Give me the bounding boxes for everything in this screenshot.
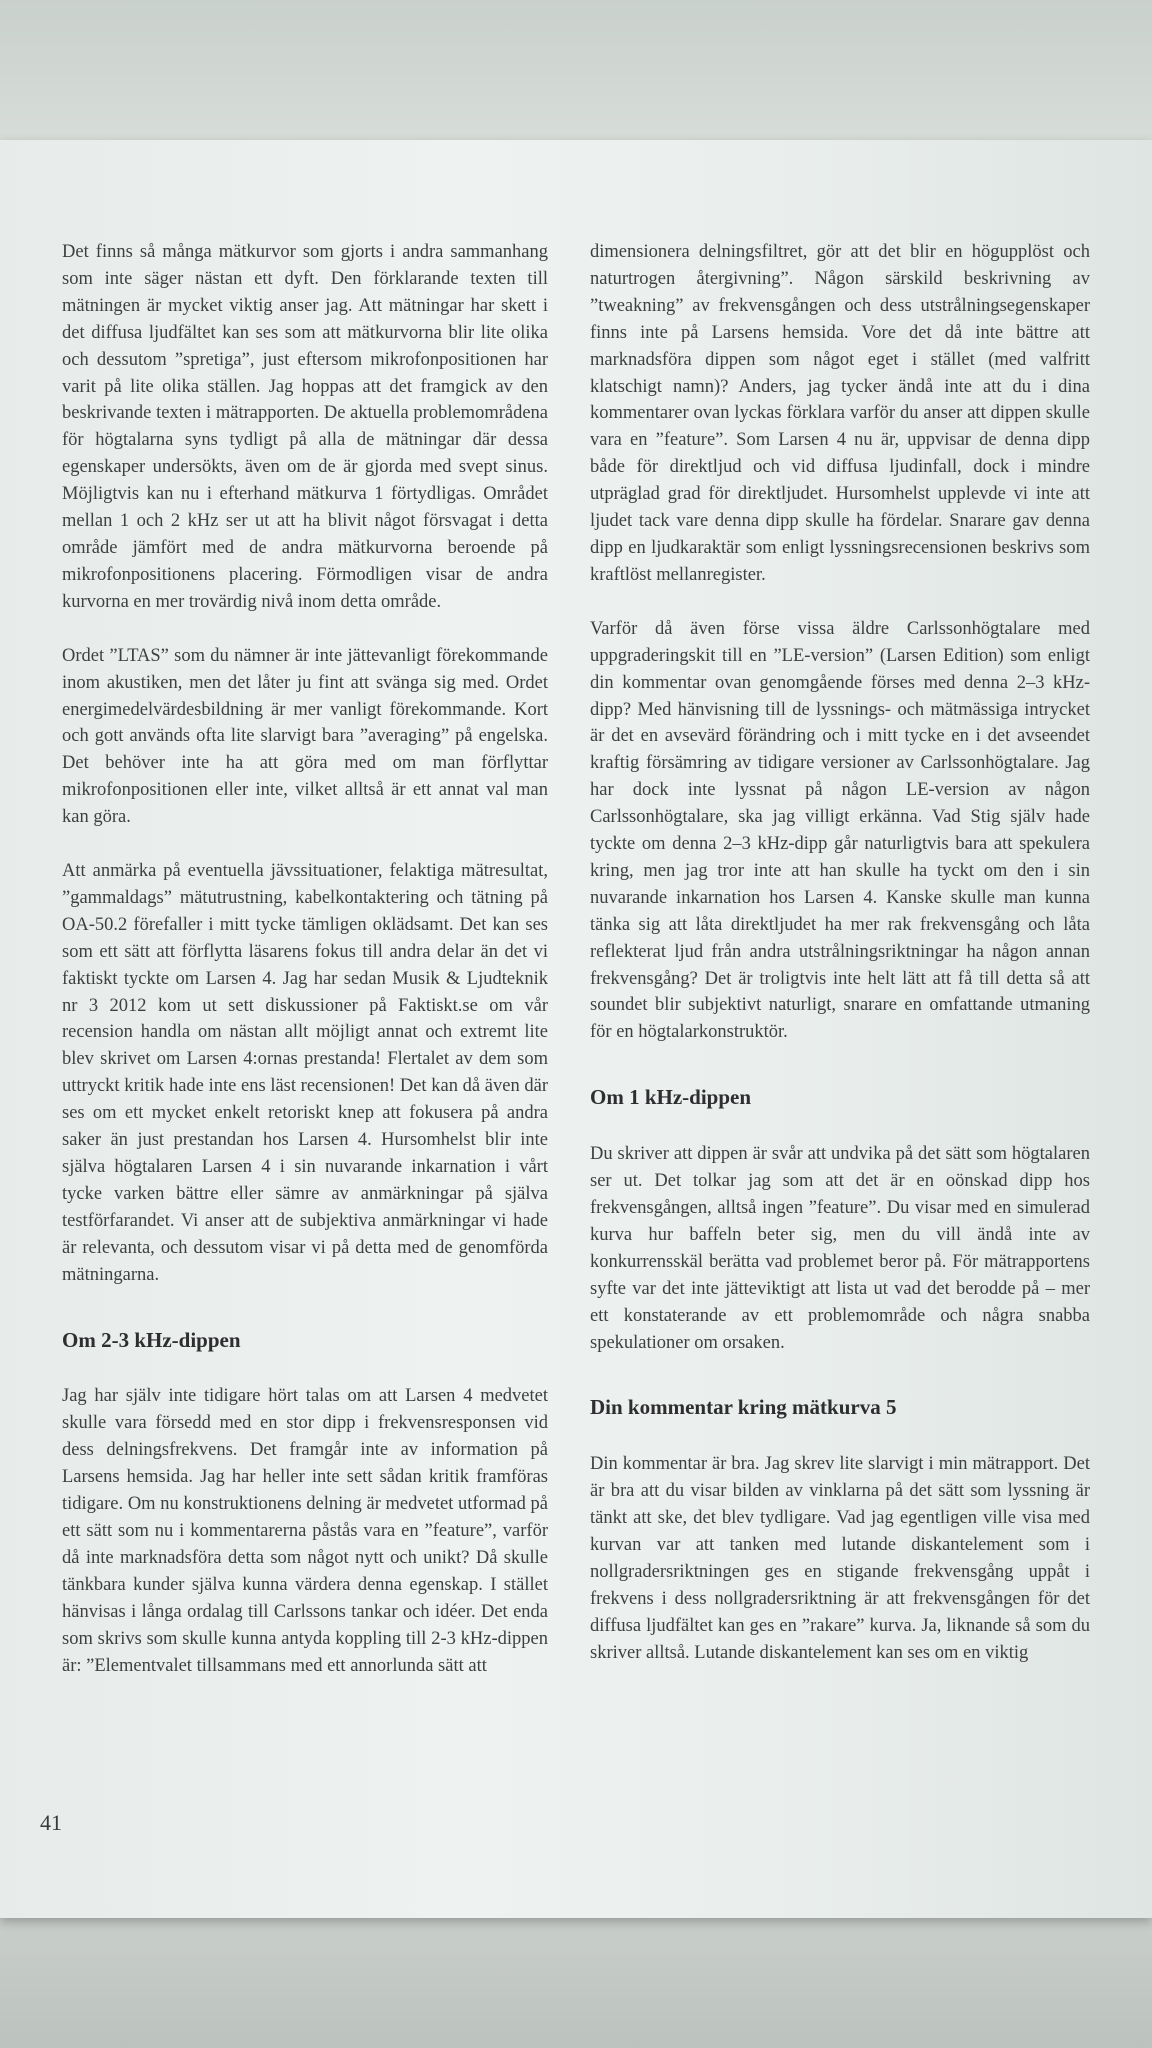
paragraph: dimensionera delningsfiltret, gör att det blir en högupplöst och naturtrogen återgivning”. Någon särskild beskrivning av ”tweakning” av frekvensgången och dess utstrålningsegenskaper finns inte på Larsens hemsida. Vore det då inte bättre att marknadsföra dippen som något eget i stället (med valfritt klatschigt namn)? Anders, jag tycker ändå inte att du i dina kommentarer ovan lyckas förklara varför du anser att dippen skulle vara en ”feature”. Som Larsen 4 nu är, uppvisar de denna dipp både för direktljud och vid diffusa ljudinfall, dock i mindre utpräglad grad för direktljudet. Hursomhelst upplevde vi inte att ljudet tack vare denna dipp skulle ha fördelar. Snarare gav denna dipp en ljudkaraktär som enligt lyssningsrecensionen beskrivs som kraftlöst mellanregister. [590,242,1090,585]
section-heading: Om 2-3 kHz-dippen [62,1327,241,1352]
magazine-page [0,140,1152,1918]
paragraph: Det finns så många mätkurvor som gjorts i andra sammanhang som inte säger nästan ett dyft. Den förklarande texten till mätningen är mycket viktig anser jag. Att mätningar har skett i det diffusa ljudfältet kan ses som att mätkurvorna blir lite olika och dessutom ”spretiga”, just eftersom mikrofonpositionen har varit på lite olika ställen. Jag hoppas att det framgick av den beskrivande texten i mätrapporten. De aktuella problemområdena för högtalarna syns tydligt på alla de mätningar där dessa egenskaper undersökts, även om de är gjorda med svept sinus. Möjligtvis kan nu i efterhand mätkurva 1 förtydligas. Området mellan 1 och 2 kHz ser ut att ha blivit något försvagat i detta område jämfört med de andra mätkurvorna beroende på mikrofonpositionens placering. Förmodligen visar de andra kurvorna en mer trovärdig nivå inom detta område. [62,242,548,612]
section-heading: Din kommentar kring mätkurva 5 [590,1395,897,1420]
paragraph: Varför då även förse vissa äldre Carlssonhögtalare med uppgraderingskit till en ”LE-version” (Larsen Edition) som enligt din kommentar ovan genomgående förses med denna 2–3 kHz-dipp? Med hänvisning till de lyssnings- och mätmässiga intrycket är det en avsevärd förändring och i mitt tycke en i det avseendet kraftig försämring av tidigare versioner av Carlssonhögtalare. Jag har dock inte lyssnat på någon LE-version av någon Carlssonhögtalare, ska jag villigt erkänna. Vad Stig själv hade tyckte om denna 2–3 kHz-dipp går naturligtvis bara att spekulera kring, men jag tror inte att han skulle ha tyckt om den i sin nuvarande inkarnation hos Larsen 4. Kanske skulle man kunna tänka sig att låta direktljudet ha mer rak frekvensgång och låta reflekterat ljud från andra utstrålningsriktningar ha någon annan frekvensgång? Det är troligtvis inte helt lätt att få till detta så att soundet blir subjektivt naturligt, snarare en omfattande utmaning för en högtalarkonstruktör. [590,618,1090,1043]
left-column [62,239,548,1706]
right-column [590,239,1090,1694]
page-number: 41 [40,1810,62,1835]
background-top [0,0,1152,150]
section-heading: Om 1 kHz-dippen [590,1085,752,1110]
paragraph: Jag har själv inte tidigare hört talas om att Larsen 4 medvetet skulle vara försedd med en stor dipp i frekvensresponsen vid dess delningsfrekvens. Det framgår inte av information på Larsens hemsida. Jag har heller inte sett sådan kritik framföras tidigare. Om nu konstruktionens delning är medvetet utformad på ett sätt som nu i kommentarerna påstås vara en ”feature”, varför då inte marknadsföra detta som något nytt och unikt? Då skulle tänkbara kunder själva kunna värdera denna egenskap. I stället hänvisas i långa ordalag till Carlssons tankar och idéer. Det enda som skrivs som skulle kunna antyda koppling till 2-3 kHz-dippen är: ”Elementvalet tillsammans med ett annorlunda sätt att [62,1386,548,1676]
paragraph: Att anmärka på eventuella jävssituationer, felaktiga mätresultat, ”gammaldags” mätutrustning, kabelkontaktering och tätning på OA-50.2 förefaller i mitt tycke tämligen oklädsamt. Det kan ses som ett sätt att förflytta läsarens fokus till andra delar än det vi faktiskt tyckte om Larsen 4. Jag har sedan Musik & Ljudteknik nr 3 2012 kom ut sett diskussioner på Faktiskt.se om vår recension handla om nästan allt möjligt annat och extremt lite blev skrivet om Larsen 4:ornas prestanda! Flertalet av dem som uttryckt kritik hade inte ens läst recensionen! Det kan då även där ses om ett mycket enkelt retoriskt knep att fokusera på andra saker än just prestandan hos Larsen 4. Hursomhelst blir inte själva högtalaren Larsen 4 i sin nuvarande inkarnation i vårt tycke varken bättre eller sämre av anmärkningar på själva testförfarandet. Vi anser att de subjektiva anmärkningar vi hade är relevanta, och dessutom visar vi på detta med de genomförda mätningarna. [62,861,548,1285]
paragraph: Din kommentar är bra. Jag skrev lite slarvigt i min mätrapport. Det är bra att du visar bilden av vinklarna på det sätt som lyssning är tänkt att ske, det blev tydligare. Vad jag egentligen ville visa med kurvan var att tanken med lutande diskantelement som i nollgradersriktningen ges en stigande frekvensgång uppåt i frekvens i dess nollgradersriktning är att frekvensgången för det diffusa ljudfältet kan ges en ”rakare” kurva. Ja, liknande så som du skriver alltså. Lutande diskantelement kan ses om en viktig [590,1454,1090,1663]
paragraph: Du skriver att dippen är svår att undvika på det sätt som högtalaren ser ut. Det tolkar jag som att det är en oönskad dipp hos frekvensgången, alltså ingen ”feature”. Du visar med en simulerad kurva hur baffeln beter sig, men du vill ändå inte av konkurrensskäl berätta vad problemet beror på. För mätrapportens syfte var det inte jätteviktigt att lista ut vad det berodde på – mer ett konstaterande av ett problemområde och några snabba spekulationer om orsaken. [590,1144,1090,1353]
paragraph: Ordet ”LTAS” som du nämner är inte jättevanligt förekommande inom akustiken, men det låter ju fint att svänga sig med. Ordet energimedelvärdesbildning är mer vanligt förekommande. Kort och gott används ofta lite slarvigt bara ”averaging” på engelska. Det behöver inte ha att göra med om man förflyttar mikrofonpositionen eller inte, vilket alltså är ett annat val man kan göra. [62,645,548,828]
background-bottom [0,1918,1152,2048]
